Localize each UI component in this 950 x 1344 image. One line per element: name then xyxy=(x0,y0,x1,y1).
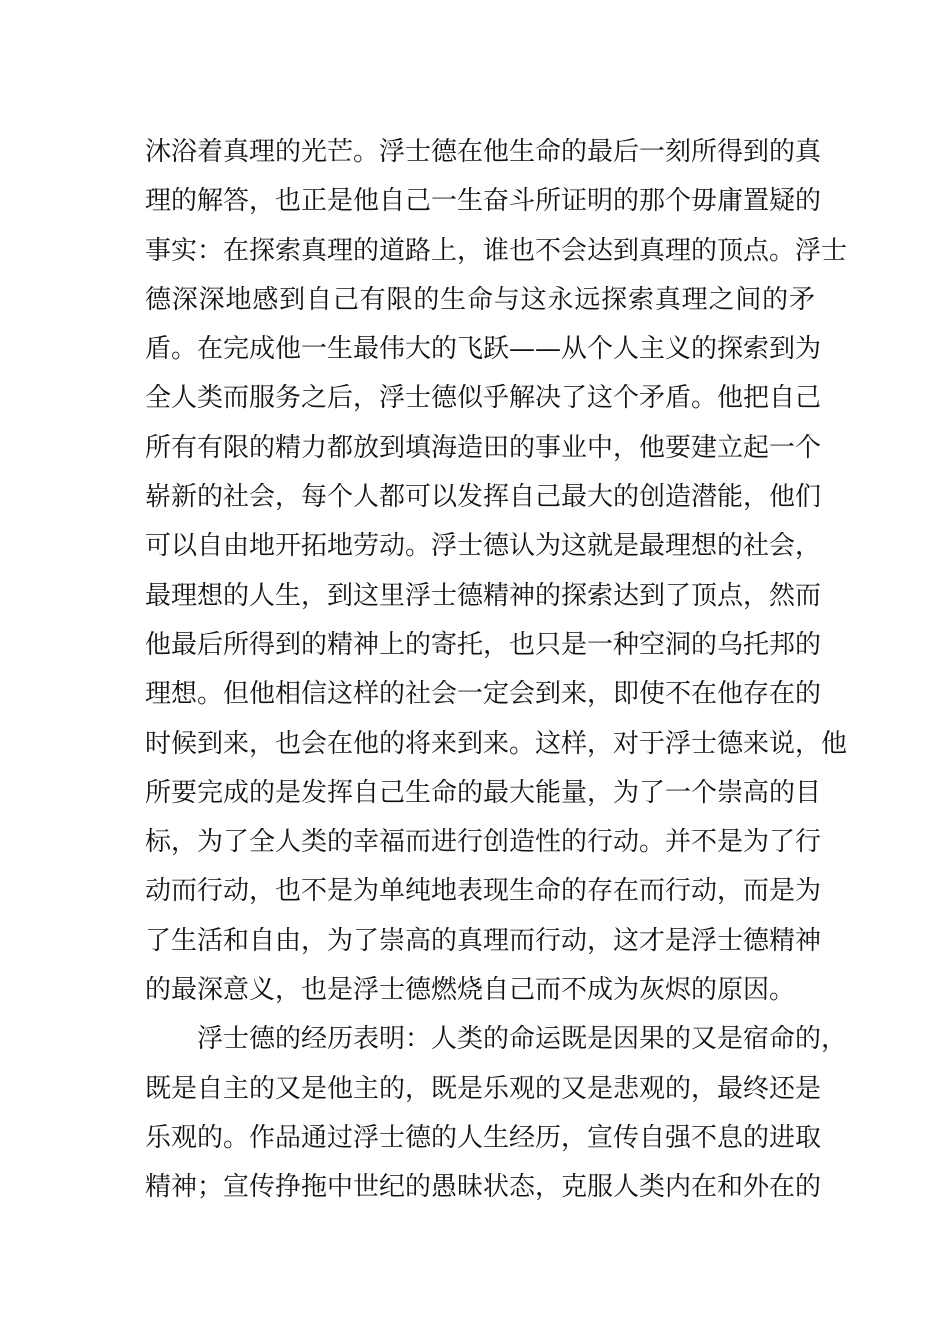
text-line: 理想。但他相信这样的社会一定会到来，即使不在他存在的 xyxy=(145,679,822,710)
text-line: 的最深意义，也是浮士德燃烧自己而不成为灰烬的原因。 xyxy=(145,975,796,1006)
body-text xyxy=(145,128,848,1213)
text-line: 沐浴着真理的光芒。浮士德在他生命的最后一刻所得到的真 xyxy=(145,137,822,167)
text-line: 崭新的社会，每个人都可以发挥自己最大的创造潜能，他们 xyxy=(145,482,822,513)
text-line: 时候到来，也会在他的将来到来。这样，对于浮士德来说，他 xyxy=(145,728,848,759)
text-line: 了生活和自由，为了崇高的真理而行动，这才是浮士德精神 xyxy=(145,925,822,956)
text-line: 他最后所得到的精神上的寄托，也只是一种空洞的乌托邦的 xyxy=(145,629,822,660)
text-line: 最理想的人生，到这里浮士德精神的探索达到了顶点，然而 xyxy=(145,580,822,611)
text-line: 动而行动，也不是为单纯地表现生命的存在而行动，而是为 xyxy=(145,876,822,907)
text-line: 德深深地感到自己有限的生命与这永远探索真理之间的矛 xyxy=(145,284,815,315)
text-line: 精神；宣传挣拖中世纪的愚昧状态，克服人类内在和外在的 xyxy=(145,1172,822,1203)
text-line: 可以自由地开拓地劳动。浮士德认为这就是最理想的社会， xyxy=(145,531,822,562)
text-line: 所要完成的是发挥自己生命的最大能量，为了一个崇高的目 xyxy=(145,777,822,808)
text-line: 标，为了全人类的幸福而进行创造性的行动。并不是为了行 xyxy=(145,827,822,858)
text-line: 事实：在探索真理的道路上，谁也不会达到真理的顶点。浮士 xyxy=(145,235,848,266)
text-line: 乐观的。作品通过浮士德的人生经历，宣传自强不息的进取 xyxy=(145,1122,822,1153)
text-line: 既是自主的又是他主的，既是乐观的又是悲观的，最终还是 xyxy=(145,1073,822,1104)
paragraph-first-line: 浮士德的经历表明：人类的命运既是因果的又是宿命的， xyxy=(197,1024,848,1055)
text-line: 盾。在完成他一生最伟大的飞跃——从个人主义的探索到为 xyxy=(145,334,822,365)
text-line: 所有有限的精力都放到填海造田的事业中，他要建立起一个 xyxy=(145,432,822,463)
text-line: 理的解答，也正是他自己一生奋斗所证明的那个毋庸置疑的 xyxy=(145,186,822,217)
text-line: 全人类而服务之后，浮士德似乎解决了这个矛盾。他把自己 xyxy=(145,383,822,414)
